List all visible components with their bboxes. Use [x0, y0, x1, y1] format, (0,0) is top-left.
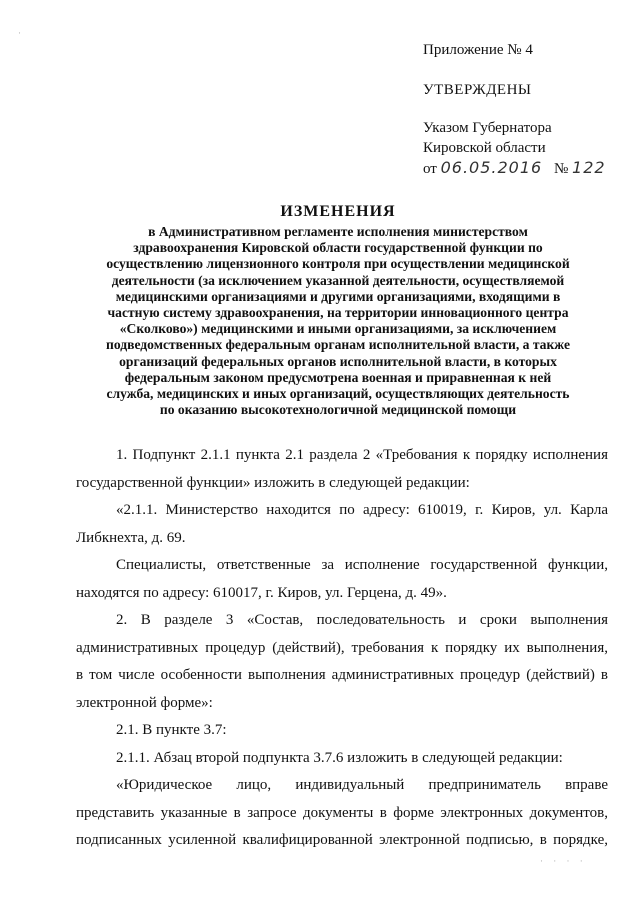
paragraph-6-line: 2.1.1. Абзац второй подпункта 3.7.6 изложить в следующей редакции:	[116, 749, 563, 766]
paragraph-4-line: электронной форме»:	[76, 694, 213, 711]
paragraph-2-line: Либкнехта, д. 69.	[76, 529, 186, 546]
subtitle-line: подведомственных федеральным органам исполнительной власти, а также	[105, 337, 571, 353]
subtitle-line: организаций федеральных органов исполнительной власти, в которых	[119, 353, 557, 369]
paragraph-3-line: находятся по адресу: 610017, г. Киров, ул. Герцена, д. 49».	[76, 584, 447, 601]
scan-noise: · · · ·	[540, 856, 587, 866]
subtitle-line: служба, медицинских и иных организаций, осуществляющих деятельность	[106, 386, 570, 402]
appendix-label: Приложение № 4	[423, 42, 533, 58]
date-prefix: от	[423, 161, 437, 177]
paragraph-5-line: 2.1. В пункте 3.7:	[116, 722, 227, 738]
subtitle-line: осуществлению лицензионного контроля при осуществлении медицинской	[106, 256, 570, 272]
paragraph-1-line: 1. Подпункт 2.1.1 пункта 2.1 раздела 2 «Требования к порядку исполнения	[116, 447, 608, 463]
paragraph-2-line: «2.1.1. Министерство находится по адресу: 610019, г. Киров, ул. Карла	[116, 502, 608, 518]
paragraph-7-line: «Юридическое лицо, индивидуальный предприниматель вправе	[116, 777, 608, 793]
approval-block	[423, 40, 623, 179]
document-body	[76, 442, 608, 855]
paragraph-4-line: административных процедур (действий), требования к порядку их выполнения,	[76, 639, 608, 656]
number-label: №	[553, 161, 569, 177]
document-subtitle	[70, 224, 606, 418]
subtitle-line: «Сколково») медицинскими и иными организациями, за исключением	[119, 321, 557, 337]
handwritten-date: 06.05.2016	[440, 158, 543, 177]
paragraph-4-line: 2. В разделе 3 «Состав, последовательность и сроки выполнения	[116, 612, 608, 628]
paragraph-1-line: государственной функции» изложить в следующей редакции:	[76, 474, 470, 491]
subtitle-line: в Административном регламенте исполнения министерством	[148, 224, 528, 239]
paragraph-7-line: представить указанные в запросе документы в форме электронных документов,	[76, 804, 608, 821]
subtitle-line: федеральным законом предусмотрена военная и приравненная к ней	[124, 369, 552, 385]
subtitle-line: медицинскими организациями и другими организациями, входящими в	[115, 288, 561, 304]
subtitle-line: здравоохранения Кировской области государственной функции по	[133, 240, 543, 256]
paragraph-7-line: подписанных усиленной квалифицированной электронной подписью, в порядке,	[76, 832, 608, 848]
decree-date-row	[423, 158, 623, 179]
handwritten-number: 122	[572, 158, 606, 177]
document-title: ИЗМЕНЕНИЯ	[280, 203, 396, 220]
paragraph-3-line: Специалисты, ответственные за исполнение государственной функции,	[116, 557, 608, 573]
subtitle-line: деятельности (за исключением указанной деятельности, осуществляемой	[111, 272, 565, 288]
approved-label: УТВЕРЖДЕНЫ	[423, 82, 532, 98]
subtitle-line: по оказанию высокотехнологичной медицинской помощи	[159, 402, 517, 418]
scan-mark: ·	[18, 28, 21, 38]
approved-by-line-1: Указом Губернатора	[423, 120, 552, 136]
paragraph-4-line: в том числе особенности выполнения административных процедур (действий) в	[76, 667, 608, 683]
subtitle-line: частную систему здравоохранения, на территории инновационного центра	[107, 305, 569, 321]
approved-by-line-2: Кировской области	[423, 140, 546, 156]
